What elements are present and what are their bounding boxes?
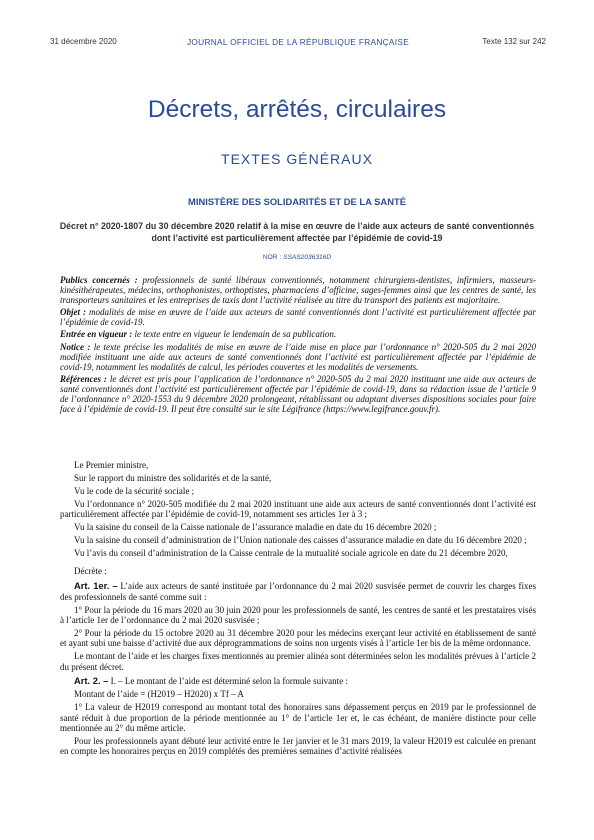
article-2-formula: Montant de l’aide = (H2019 – H2020) x Tf – A xyxy=(74,689,244,700)
nor-code: SSAS2036316D xyxy=(283,254,332,261)
article-2-intro-text: I. – Le montant de l’aide est déterminé selon la formule suivante : xyxy=(108,676,348,687)
decree-summary xyxy=(60,275,536,416)
header-date: 31 décembre 2020 xyxy=(50,37,117,46)
article-1-intro xyxy=(60,581,536,602)
summary-notice-text: le texte précise les modalités de mise en œuvre de l’aide mise en place par l’ordonnance n° 2020-505 du 2 mai 2020 modifiée instituant une aide aux acteurs de santé conventionnés dont l’activité est particulièrement affectée par l’épidémie de covid-19, notamment les modalités de calcul, les périodes couvertes et les modalités de versements. xyxy=(60,341,536,372)
summary-objet-text: modalités de mise en œuvre de l’aide aux acteurs de santé conventionnés dont l’activité est particulièrement affectée par l’épidémie de covid-19. xyxy=(60,307,536,328)
article-1-item: 1° Pour la période du 16 mars 2020 au 30 juin 2020 pour les professionnels de santé, les centres de santé et les prestataires visés à l’article 1er de l’ordonnance du 2 mai 2020 susvisée ; xyxy=(60,604,536,626)
header-text-reference: Texte 132 sur 242 xyxy=(482,37,546,46)
section-title: Décrets, arrêtés, circulaires xyxy=(147,96,447,123)
preamble-line: Vu le code de la sécurité sociale ; xyxy=(74,486,195,496)
article-2-paragraph: 1° La valeur de H2019 correspond au montant total des honoraires sans dépassement perçus en 2019 par le professionnel de santé réduit à due proportion de la période mentionnée au 1° de l’article 1er et, le cas échéant, de manière distincte pour celle mentionnée au 2° du même article. xyxy=(60,702,536,734)
preamble-decrete: Décrète : xyxy=(74,565,107,576)
decree-title: Décret n° 2020-1807 du 30 décembre 2020 relatif à la mise en œuvre de l’aide aux acteurs de santé conventionnés dont l’activité est particulièrement affectée par l’épidémie de covid-19 xyxy=(59,221,535,243)
nor-label: NOR : xyxy=(262,254,284,261)
summary-publics-text: professionnels de santé libéraux conventionnés, notamment chirurgiens-dentistes, infirmiers, masseurs-kinésithérapeutes, médecins, orthophonistes, orthoptistes, pharmaciens d’officine, sages-femmes ainsi que les centres de santé, les transporteurs sanitaires et les entreprises de taxis dont l’activité réalisée au titre du transport des patients est majoritaire. xyxy=(60,275,536,306)
nor-reference xyxy=(0,254,594,261)
summary-notice-label: Notice : xyxy=(60,341,91,352)
summary-references-label: Références : xyxy=(60,373,107,384)
article-2-intro xyxy=(60,676,536,686)
article-2-paragraph: Pour les professionnels ayant débuté leur activité entre le 1er janvier et le 31 mars 2019, la valeur H2019 est calculée en prenant en compte les honoraires perçus en 2019 complétés des premières semaines d’activité réalisées xyxy=(60,736,536,757)
article-1-intro-text: L’aide aux acteurs de santé instituée par l’ordonnance du 2 mai 2020 susvisée permet de couvrir les charges fixes des professionnels de santé comme suit : xyxy=(60,581,536,602)
summary-objet xyxy=(60,307,536,327)
header-journal-name: JOURNAL OFFICIEL DE LA RÉPUBLIQUE FRANÇAISE xyxy=(186,37,410,47)
article-1-item: Le montant de l’aide et les charges fixes mentionnés au premier alinéa sont déterminées selon les modalités prévues à l’article 2 du présent décret. xyxy=(60,651,536,672)
preamble-line: Vu la saisine du conseil d’administration de l’Union nationale des caisses d’assurance maladie en date du 16 décembre 2020 ; xyxy=(74,535,527,546)
article-2-label: Art. 2. – xyxy=(74,675,109,687)
summary-references-text: le décret est pris pour l’application de l’ordonnance n° 2020-505 du 2 mai 2020 instituant une aide aux acteurs de santé conventionnés dont l’activité est particulièrement affectée par l’épidémie de covid-19, dans sa rédaction issue de l’article 9 de l’ordonnance n° 2020-1553 du 9 décembre 2020 prolongeant, rétablissant ou adaptant diverses dispositions sociales pour faire face à l’épidémie de covid-19. Il peut être consulté sur le site Légifrance (https://www.legifrance.gouv.fr). xyxy=(60,373,537,415)
summary-objet-label: Objet : xyxy=(60,307,86,318)
preamble-line: Le Premier ministre, xyxy=(74,460,149,470)
summary-publics-label: Publics concernés : xyxy=(60,275,138,285)
summary-entree-label: Entrée en vigueur : xyxy=(60,329,133,340)
summary-publics xyxy=(60,275,536,305)
decree-preamble xyxy=(60,460,536,759)
preamble-line: Sur le rapport du ministre des solidarités et de la santé, xyxy=(74,473,272,483)
ministry-title: MINISTÈRE DES SOLIDARITÉS ET DE LA SANTÉ xyxy=(188,196,406,207)
summary-entree xyxy=(60,329,536,339)
preamble-line: Vu l’ordonnance n° 2020-505 modifiée du 2 mai 2020 instituant une aide aux acteurs de santé conventionnés dont l’activité est particulièrement affectée par l’épidémie de covid-19, notamment ses articles 1er à 3 ; xyxy=(60,499,536,520)
summary-entree-text: le texte entre en vigueur le lendemain de sa publication. xyxy=(132,329,337,340)
article-1-label: Art. 1er. – xyxy=(74,580,118,592)
subsection-title: TEXTES GÉNÉRAUX xyxy=(221,151,373,167)
preamble-line: Vu la saisine du conseil de la Caisse nationale de l’assurance maladie en date du 16 décembre 2020 ; xyxy=(74,522,437,533)
article-1-item: 2° Pour la période du 15 octobre 2020 au 31 décembre 2020 pour les médecins exerçant leur activité en établissement de santé et ayant subi une baisse d’activité due aux déprogrammations de soins non urgents visés à l’article 1er bis de la même ordonnance. xyxy=(60,628,536,649)
summary-references xyxy=(60,374,536,414)
preamble-line: Vu l’avis du conseil d’administration de la Caisse centrale de la mutualité sociale agricole en date du 21 décembre 2020, xyxy=(74,548,508,559)
summary-notice xyxy=(60,342,536,372)
page-header xyxy=(50,37,546,49)
